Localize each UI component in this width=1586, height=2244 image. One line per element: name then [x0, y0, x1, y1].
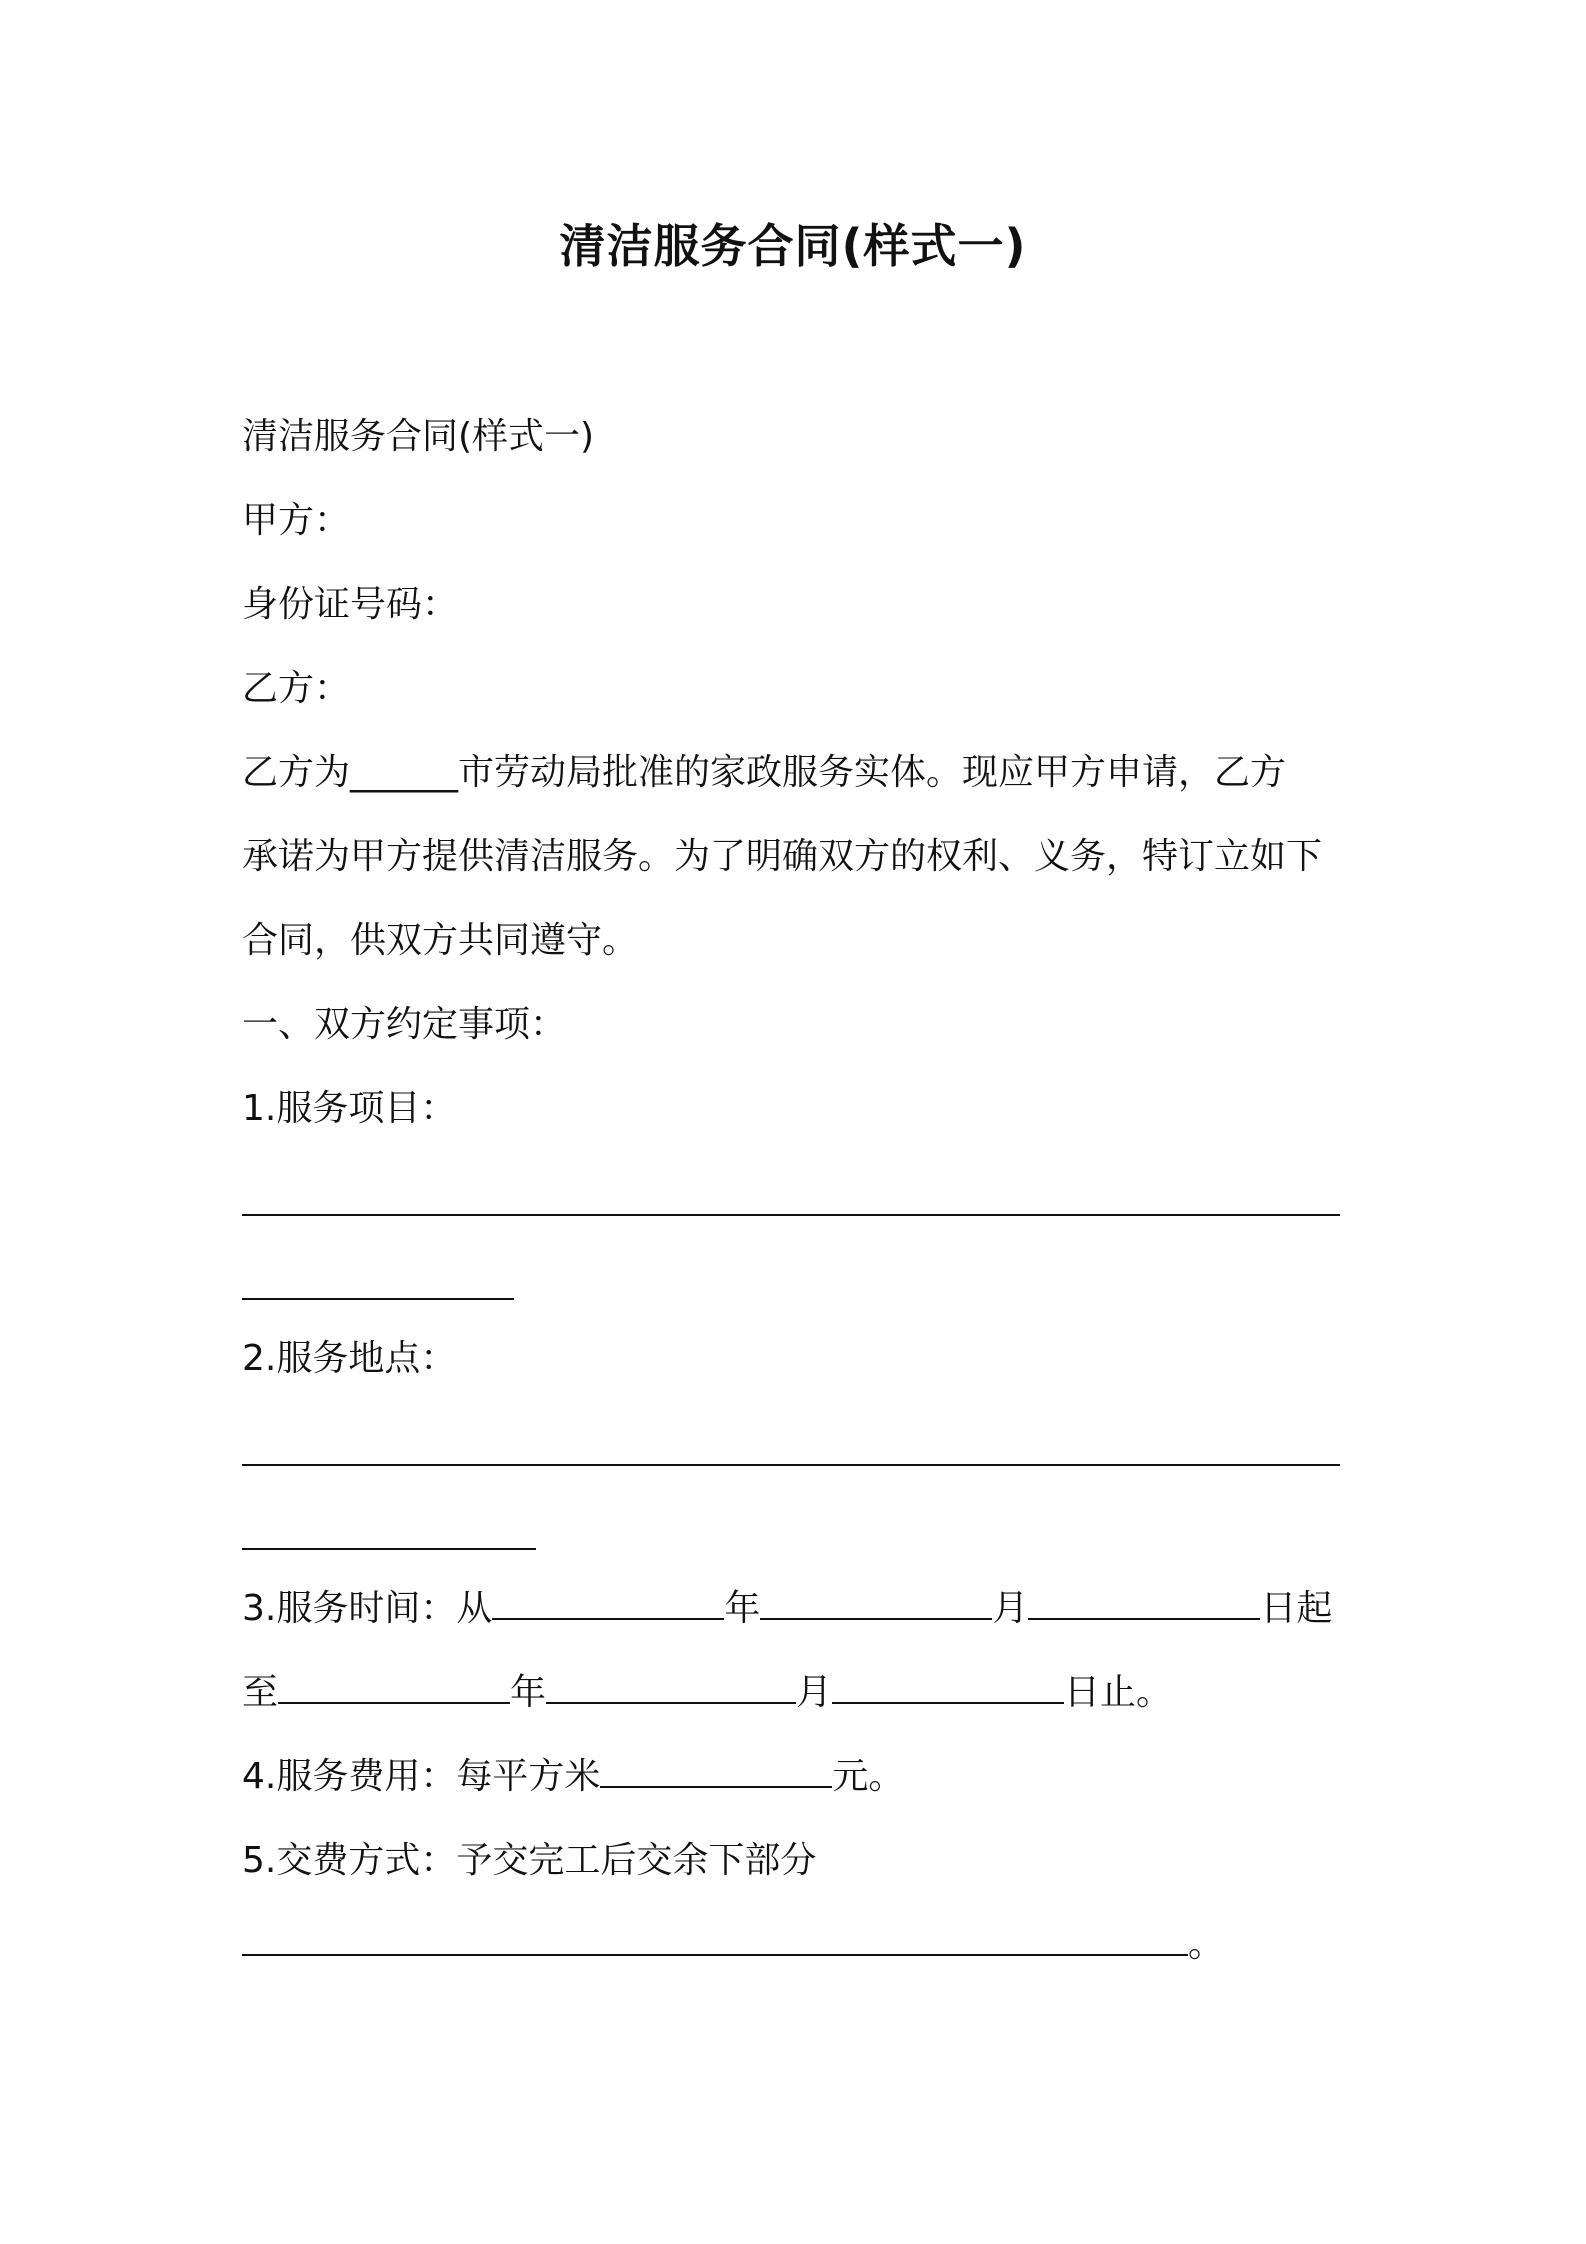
payment-period-mark: 。 — [1188, 1924, 1225, 1965]
intro-prefix: 乙方为 — [242, 752, 351, 793]
start-day-label: 日起 — [1260, 1588, 1333, 1629]
service-time-line-2 — [242, 1668, 1172, 1718]
end-day-blank — [832, 1668, 1064, 1704]
start-year-blank — [492, 1584, 724, 1620]
service-fee-line — [242, 1752, 904, 1802]
end-year-blank — [278, 1668, 510, 1704]
service-time-line-1 — [242, 1584, 1332, 1634]
intro-suffix: 市劳动局批准的家政服务实体。现应甲方申请，乙方 — [458, 752, 1287, 793]
service-item-blank-line-2 — [242, 1298, 514, 1300]
city-blank: ______ — [350, 752, 459, 793]
payment-remaining-blank — [242, 1920, 1188, 1956]
party-b-label: 乙方： — [242, 668, 351, 709]
end-year-label: 年 — [510, 1672, 547, 1713]
service-fee-prefix: 4.服务费用：每平方米 — [242, 1756, 601, 1797]
payment-method-label: 5.交费方式：予交完工后交余下部分 — [242, 1840, 817, 1881]
intro-line-3: 合同，供双方共同遵守。 — [242, 920, 639, 961]
start-month-blank — [760, 1584, 992, 1620]
service-item-label: 1.服务项目： — [242, 1088, 457, 1129]
id-number-label: 身份证号码： — [242, 584, 459, 625]
service-item-blank-line-1 — [242, 1214, 1340, 1216]
service-time-prefix: 3.服务时间：从 — [242, 1588, 493, 1629]
start-month-label: 月 — [992, 1588, 1029, 1629]
service-location-blank-line-1 — [242, 1464, 1340, 1466]
service-location-blank-line-2 — [242, 1548, 536, 1550]
section-1-heading: 一、双方约定事项： — [242, 1004, 567, 1045]
party-a-label: 甲方： — [242, 500, 351, 541]
end-month-blank — [546, 1668, 796, 1704]
end-day-label: 日止。 — [1064, 1672, 1173, 1713]
intro-line-2: 承诺为甲方提供清洁服务。为了明确双方的权利、义务，特订立如下 — [242, 836, 1323, 877]
intro-line-1 — [242, 748, 1286, 798]
service-time-to: 至 — [242, 1672, 279, 1713]
contract-subtitle: 清洁服务合同(样式一) — [242, 416, 595, 457]
document-title: 清洁服务合同(样式一) — [559, 219, 1027, 273]
end-month-label: 月 — [796, 1672, 833, 1713]
fee-amount-blank — [600, 1752, 832, 1788]
payment-method-blank-line — [242, 1920, 1224, 1970]
service-location-label: 2.服务地点： — [242, 1338, 457, 1379]
start-day-blank — [1028, 1584, 1260, 1620]
start-year-label: 年 — [724, 1588, 761, 1629]
service-fee-suffix: 元。 — [832, 1756, 905, 1797]
